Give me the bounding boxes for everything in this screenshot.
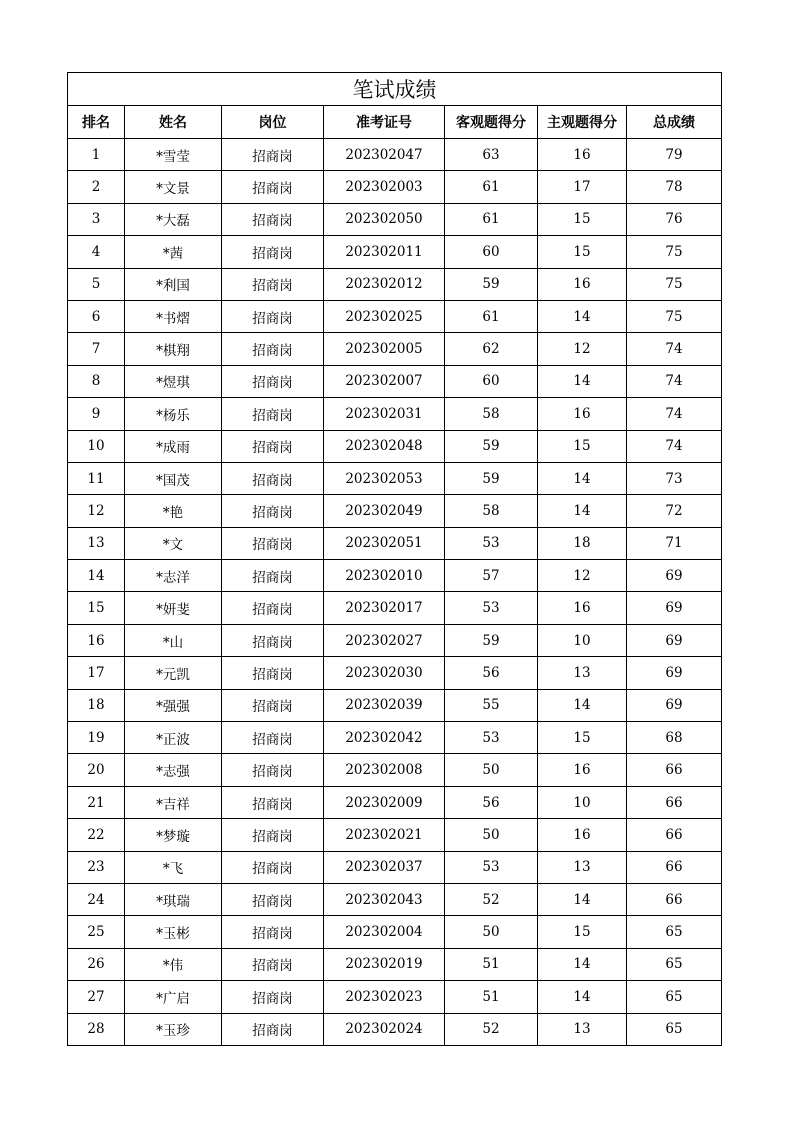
table-row [68, 495, 722, 527]
cell-rank: 28 [68, 1013, 125, 1045]
cell-rank: 25 [68, 916, 125, 948]
table-row [68, 722, 722, 754]
cell-total-score: 66 [627, 754, 722, 786]
cell-post: 招商岗 [222, 689, 324, 721]
cell-name: *杨乐 [125, 398, 222, 430]
table-row [68, 916, 722, 948]
cell-total-score: 69 [627, 592, 722, 624]
cell-objective-score: 53 [445, 722, 538, 754]
cell-total-score: 74 [627, 430, 722, 462]
cell-total-score: 75 [627, 236, 722, 268]
cell-name: *国茂 [125, 462, 222, 494]
table-row [68, 657, 722, 689]
table-row [68, 754, 722, 786]
table-row [68, 398, 722, 430]
table-row [68, 592, 722, 624]
cell-post: 招商岗 [222, 398, 324, 430]
cell-total-score: 75 [627, 268, 722, 300]
cell-objective-score: 59 [445, 430, 538, 462]
cell-objective-score: 57 [445, 560, 538, 592]
cell-subjective-score: 14 [538, 981, 627, 1013]
column-header-post: 岗位 [222, 106, 324, 139]
table-row [68, 203, 722, 235]
score-sheet [67, 72, 721, 1046]
cell-name: *琪瑞 [125, 883, 222, 915]
cell-objective-score: 51 [445, 948, 538, 980]
cell-subjective-score: 18 [538, 527, 627, 559]
cell-objective-score: 53 [445, 851, 538, 883]
table-body [68, 139, 722, 1046]
cell-total-score: 66 [627, 851, 722, 883]
header-row [68, 106, 722, 139]
cell-post: 招商岗 [222, 851, 324, 883]
cell-objective-score: 61 [445, 171, 538, 203]
cell-name: *文 [125, 527, 222, 559]
cell-objective-score: 63 [445, 139, 538, 171]
cell-post: 招商岗 [222, 430, 324, 462]
table-row [68, 948, 722, 980]
cell-post: 招商岗 [222, 495, 324, 527]
cell-post: 招商岗 [222, 300, 324, 332]
cell-name: *利国 [125, 268, 222, 300]
cell-post: 招商岗 [222, 624, 324, 656]
cell-name: *棋翔 [125, 333, 222, 365]
cell-rank: 8 [68, 365, 125, 397]
cell-subjective-score: 17 [538, 171, 627, 203]
cell-subjective-score: 15 [538, 916, 627, 948]
cell-objective-score: 58 [445, 495, 538, 527]
table-row [68, 527, 722, 559]
cell-subjective-score: 15 [538, 722, 627, 754]
cell-name: *成雨 [125, 430, 222, 462]
score-table [67, 72, 722, 1046]
column-header-total: 总成绩 [627, 106, 722, 139]
table-row [68, 300, 722, 332]
cell-name: *艳 [125, 495, 222, 527]
table-row [68, 268, 722, 300]
cell-objective-score: 51 [445, 981, 538, 1013]
cell-total-score: 78 [627, 171, 722, 203]
cell-total-score: 66 [627, 883, 722, 915]
cell-name: *书熠 [125, 300, 222, 332]
cell-exam-no: 202302047 [324, 139, 445, 171]
cell-total-score: 65 [627, 981, 722, 1013]
cell-exam-no: 202302023 [324, 981, 445, 1013]
cell-subjective-score: 16 [538, 754, 627, 786]
cell-objective-score: 60 [445, 236, 538, 268]
cell-post: 招商岗 [222, 462, 324, 494]
cell-exam-no: 202302010 [324, 560, 445, 592]
table-row [68, 883, 722, 915]
cell-post: 招商岗 [222, 883, 324, 915]
table-row [68, 851, 722, 883]
cell-exam-no: 202302031 [324, 398, 445, 430]
cell-subjective-score: 14 [538, 462, 627, 494]
cell-subjective-score: 13 [538, 1013, 627, 1045]
cell-total-score: 69 [627, 560, 722, 592]
cell-rank: 1 [68, 139, 125, 171]
cell-objective-score: 52 [445, 1013, 538, 1045]
cell-objective-score: 62 [445, 333, 538, 365]
cell-exam-no: 202302037 [324, 851, 445, 883]
table-row [68, 624, 722, 656]
cell-subjective-score: 16 [538, 819, 627, 851]
cell-total-score: 65 [627, 916, 722, 948]
cell-total-score: 71 [627, 527, 722, 559]
cell-rank: 15 [68, 592, 125, 624]
cell-post: 招商岗 [222, 139, 324, 171]
cell-subjective-score: 14 [538, 300, 627, 332]
cell-total-score: 76 [627, 203, 722, 235]
column-header-exam-no: 准考证号 [324, 106, 445, 139]
cell-rank: 22 [68, 819, 125, 851]
cell-name: *伟 [125, 948, 222, 980]
cell-exam-no: 202302017 [324, 592, 445, 624]
cell-post: 招商岗 [222, 333, 324, 365]
cell-post: 招商岗 [222, 981, 324, 1013]
column-header-rank: 排名 [68, 106, 125, 139]
cell-total-score: 74 [627, 333, 722, 365]
cell-rank: 13 [68, 527, 125, 559]
table-row [68, 236, 722, 268]
cell-subjective-score: 16 [538, 268, 627, 300]
cell-objective-score: 59 [445, 624, 538, 656]
cell-exam-no: 202302021 [324, 819, 445, 851]
table-row [68, 365, 722, 397]
cell-subjective-score: 16 [538, 592, 627, 624]
cell-exam-no: 202302049 [324, 495, 445, 527]
cell-name: *强强 [125, 689, 222, 721]
cell-total-score: 65 [627, 948, 722, 980]
cell-subjective-score: 15 [538, 430, 627, 462]
cell-post: 招商岗 [222, 560, 324, 592]
cell-exam-no: 202302012 [324, 268, 445, 300]
title-row [68, 73, 722, 106]
cell-name: *飞 [125, 851, 222, 883]
cell-exam-no: 202302009 [324, 786, 445, 818]
cell-exam-no: 202302011 [324, 236, 445, 268]
cell-exam-no: 202302042 [324, 722, 445, 754]
cell-total-score: 65 [627, 1013, 722, 1045]
cell-exam-no: 202302043 [324, 883, 445, 915]
cell-total-score: 69 [627, 689, 722, 721]
cell-post: 招商岗 [222, 527, 324, 559]
cell-rank: 5 [68, 268, 125, 300]
cell-post: 招商岗 [222, 203, 324, 235]
cell-rank: 18 [68, 689, 125, 721]
cell-name: *煜琪 [125, 365, 222, 397]
cell-exam-no: 202302007 [324, 365, 445, 397]
cell-rank: 23 [68, 851, 125, 883]
cell-rank: 16 [68, 624, 125, 656]
cell-post: 招商岗 [222, 916, 324, 948]
cell-exam-no: 202302008 [324, 754, 445, 786]
cell-total-score: 69 [627, 624, 722, 656]
cell-exam-no: 202302048 [324, 430, 445, 462]
cell-name: *大磊 [125, 203, 222, 235]
cell-post: 招商岗 [222, 948, 324, 980]
table-row [68, 981, 722, 1013]
table-row [68, 819, 722, 851]
cell-objective-score: 52 [445, 883, 538, 915]
cell-post: 招商岗 [222, 365, 324, 397]
cell-exam-no: 202302027 [324, 624, 445, 656]
cell-objective-score: 59 [445, 462, 538, 494]
table-row [68, 1013, 722, 1045]
cell-exam-no: 202302039 [324, 689, 445, 721]
cell-subjective-score: 14 [538, 495, 627, 527]
cell-rank: 7 [68, 333, 125, 365]
cell-objective-score: 56 [445, 786, 538, 818]
cell-name: *广启 [125, 981, 222, 1013]
table-row [68, 560, 722, 592]
cell-subjective-score: 13 [538, 657, 627, 689]
cell-post: 招商岗 [222, 657, 324, 689]
cell-rank: 21 [68, 786, 125, 818]
cell-subjective-score: 14 [538, 365, 627, 397]
cell-subjective-score: 14 [538, 883, 627, 915]
cell-rank: 19 [68, 722, 125, 754]
cell-post: 招商岗 [222, 786, 324, 818]
cell-total-score: 69 [627, 657, 722, 689]
cell-total-score: 68 [627, 722, 722, 754]
cell-name: *元凯 [125, 657, 222, 689]
cell-post: 招商岗 [222, 171, 324, 203]
cell-exam-no: 202302004 [324, 916, 445, 948]
cell-subjective-score: 14 [538, 689, 627, 721]
column-header-objective: 客观题得分 [445, 106, 538, 139]
cell-rank: 17 [68, 657, 125, 689]
cell-name: *志洋 [125, 560, 222, 592]
cell-subjective-score: 13 [538, 851, 627, 883]
cell-rank: 11 [68, 462, 125, 494]
table-row [68, 689, 722, 721]
cell-total-score: 74 [627, 365, 722, 397]
cell-subjective-score: 10 [538, 624, 627, 656]
cell-post: 招商岗 [222, 754, 324, 786]
cell-rank: 27 [68, 981, 125, 1013]
cell-total-score: 74 [627, 398, 722, 430]
cell-subjective-score: 10 [538, 786, 627, 818]
column-header-name: 姓名 [125, 106, 222, 139]
cell-post: 招商岗 [222, 819, 324, 851]
cell-objective-score: 61 [445, 203, 538, 235]
cell-objective-score: 58 [445, 398, 538, 430]
cell-subjective-score: 14 [538, 948, 627, 980]
cell-total-score: 73 [627, 462, 722, 494]
cell-rank: 2 [68, 171, 125, 203]
cell-rank: 6 [68, 300, 125, 332]
cell-total-score: 75 [627, 300, 722, 332]
cell-post: 招商岗 [222, 722, 324, 754]
table-row [68, 333, 722, 365]
cell-name: *妍斐 [125, 592, 222, 624]
table-row [68, 430, 722, 462]
cell-rank: 14 [68, 560, 125, 592]
column-header-subjective: 主观题得分 [538, 106, 627, 139]
table-row [68, 462, 722, 494]
cell-exam-no: 202302024 [324, 1013, 445, 1045]
table-title: 笔试成绩 [68, 73, 722, 106]
cell-total-score: 72 [627, 495, 722, 527]
cell-objective-score: 50 [445, 916, 538, 948]
cell-rank: 20 [68, 754, 125, 786]
cell-name: *志强 [125, 754, 222, 786]
cell-objective-score: 60 [445, 365, 538, 397]
cell-objective-score: 61 [445, 300, 538, 332]
cell-post: 招商岗 [222, 592, 324, 624]
cell-subjective-score: 16 [538, 139, 627, 171]
cell-objective-score: 59 [445, 268, 538, 300]
cell-exam-no: 202302003 [324, 171, 445, 203]
cell-objective-score: 50 [445, 819, 538, 851]
cell-exam-no: 202302019 [324, 948, 445, 980]
cell-exam-no: 202302053 [324, 462, 445, 494]
cell-name: *雪莹 [125, 139, 222, 171]
cell-name: *梦璇 [125, 819, 222, 851]
cell-exam-no: 202302050 [324, 203, 445, 235]
cell-objective-score: 56 [445, 657, 538, 689]
table-row [68, 171, 722, 203]
cell-subjective-score: 15 [538, 203, 627, 235]
table-row [68, 139, 722, 171]
cell-exam-no: 202302051 [324, 527, 445, 559]
cell-rank: 10 [68, 430, 125, 462]
cell-total-score: 79 [627, 139, 722, 171]
cell-exam-no: 202302005 [324, 333, 445, 365]
cell-rank: 9 [68, 398, 125, 430]
cell-exam-no: 202302025 [324, 300, 445, 332]
cell-objective-score: 53 [445, 527, 538, 559]
cell-objective-score: 50 [445, 754, 538, 786]
cell-name: *正波 [125, 722, 222, 754]
cell-subjective-score: 16 [538, 398, 627, 430]
cell-rank: 4 [68, 236, 125, 268]
cell-post: 招商岗 [222, 268, 324, 300]
cell-name: *文景 [125, 171, 222, 203]
cell-objective-score: 53 [445, 592, 538, 624]
cell-subjective-score: 15 [538, 236, 627, 268]
cell-name: *山 [125, 624, 222, 656]
cell-post: 招商岗 [222, 1013, 324, 1045]
cell-exam-no: 202302030 [324, 657, 445, 689]
cell-name: *玉彬 [125, 916, 222, 948]
cell-rank: 26 [68, 948, 125, 980]
cell-total-score: 66 [627, 786, 722, 818]
cell-rank: 12 [68, 495, 125, 527]
cell-total-score: 66 [627, 819, 722, 851]
cell-name: *茜 [125, 236, 222, 268]
cell-name: *玉珍 [125, 1013, 222, 1045]
cell-name: *吉祥 [125, 786, 222, 818]
cell-objective-score: 55 [445, 689, 538, 721]
cell-subjective-score: 12 [538, 560, 627, 592]
cell-rank: 24 [68, 883, 125, 915]
table-row [68, 786, 722, 818]
cell-subjective-score: 12 [538, 333, 627, 365]
cell-post: 招商岗 [222, 236, 324, 268]
cell-rank: 3 [68, 203, 125, 235]
